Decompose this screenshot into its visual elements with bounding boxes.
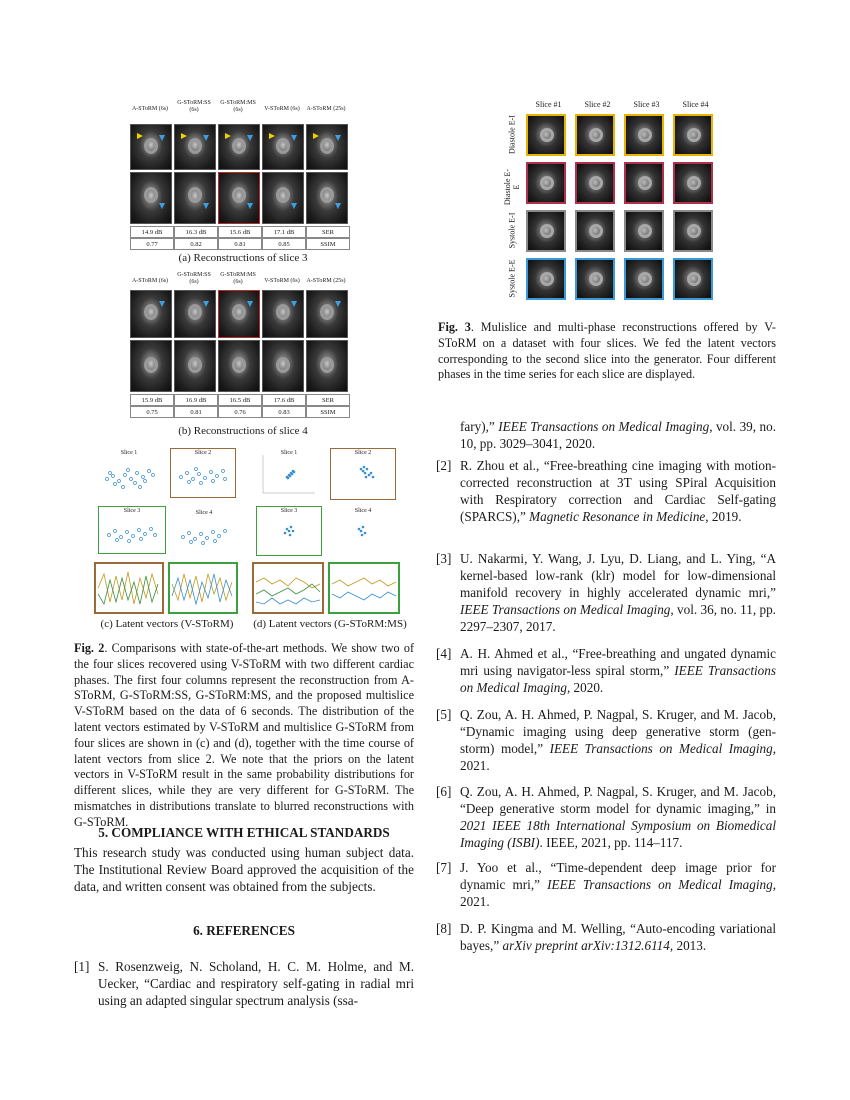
fig2-caption-label: Fig. 2	[74, 641, 105, 655]
mri-image	[262, 124, 304, 170]
reference-text: U. Nakarmi, Y. Wang, J. Lyu, D. Liang, and L. Ying, “A kernel-based low-rank (klr) model for low-dimensional manifold recovery in highly accelerated dynamic mri,”	[460, 551, 776, 600]
col-label: A-SToRM (6s)	[131, 106, 169, 112]
reference-item	[436, 783, 776, 851]
snr-value: SER	[306, 226, 350, 238]
reference-text: fary),”	[460, 419, 499, 434]
mri-image	[174, 124, 216, 170]
fig2a-col-labels	[128, 100, 358, 114]
fig2c-caption: (c) Latent vectors (V-SToRM)	[100, 618, 234, 630]
ssim-value: 0.83	[262, 406, 306, 418]
reference-tail: , vol. 39, no. 10, pp. 3029–3041, 2020.	[460, 419, 777, 451]
mri-image	[526, 162, 566, 204]
slice-label: Slice 2	[194, 450, 212, 456]
ssim-value: 0.77	[130, 238, 174, 250]
mri-image	[526, 210, 566, 252]
latent-lines	[170, 564, 236, 612]
snr-value: 17.1 dB	[262, 226, 306, 238]
section5-heading: 5. COMPLIANCE WITH ETHICAL STANDARDS	[98, 825, 390, 840]
latent-time-course	[94, 562, 164, 614]
reference-venue: IEEE Transactions on Medical Imaging	[498, 419, 710, 434]
latent-lines	[254, 564, 322, 612]
snr-row	[130, 226, 350, 238]
fig2a-caption: (a) Reconstructions of slice 3	[178, 252, 308, 264]
reference-text: A. H. Ahmed et al., “Free-breathing and ungated dynamic mri using navigator-less spiral storm,”	[460, 646, 776, 678]
reference-continuation	[436, 418, 776, 452]
reference-number: [2]	[436, 458, 452, 473]
mri-image	[575, 114, 615, 156]
fig3	[500, 100, 720, 308]
col-label: G-SToRM:SS (6s)	[177, 272, 211, 285]
fig2c	[92, 446, 242, 638]
mri-image	[575, 210, 615, 252]
slice-label: Slice 1	[120, 450, 138, 456]
col-label: V-SToRM (6s)	[264, 106, 300, 112]
ssim-row	[130, 406, 350, 418]
ssim-value: 0.81	[174, 406, 218, 418]
latent-lines	[96, 564, 162, 612]
snr-value: 15.6 dB	[218, 226, 262, 238]
mri-image	[130, 340, 172, 392]
snr-value: 14.9 dB	[130, 226, 174, 238]
fig3-col-labels	[524, 100, 720, 109]
mri-image	[673, 210, 713, 252]
reference-venue: IEEE Transactions on Medical Imaging	[460, 602, 671, 617]
scatter-points	[331, 449, 393, 497]
mri-image	[673, 114, 713, 156]
mri-image	[306, 290, 348, 338]
ssim-value: SSIM	[306, 406, 350, 418]
col-label: G-SToRM:MS (6s)	[220, 100, 256, 113]
reference-number: [4]	[436, 646, 452, 661]
mri-image	[218, 340, 260, 392]
section5-text: This research study was conducted using human subject data. The Institutional Review Board approved the acquisition of the data, and written consent was obtained from the subjects.	[74, 845, 414, 894]
ssim-value: SSIM	[306, 238, 350, 250]
mri-image	[526, 258, 566, 300]
ssim-value: 0.76	[218, 406, 262, 418]
reference-venue: Magnetic Resonance in Medicine	[529, 509, 706, 524]
reference-tail: , 2021.	[460, 877, 777, 909]
row-label: Diastole E-E	[503, 168, 521, 206]
snr-value: 16.3 dB	[174, 226, 218, 238]
scatter-plot	[94, 448, 164, 500]
fig2-caption	[74, 641, 414, 831]
reference-item	[436, 645, 776, 696]
reference-text: Q. Zou, A. H. Ahmed, P. Nagpal, S. Kruger, and M. Jacob, “Deep generative storm model for dynamic imaging,” in	[460, 784, 776, 816]
mri-image	[262, 340, 304, 392]
reference-text: J. Yoo et al., “Time-dependent deep image prior for dynamic mri,”	[460, 860, 776, 892]
snr-value: 17.6 dB	[262, 394, 306, 406]
mri-image	[575, 258, 615, 300]
fig2a	[128, 100, 358, 270]
reference-number: [8]	[436, 921, 452, 936]
slice-label: Slice 3	[123, 508, 141, 514]
ssim-value: 0.75	[130, 406, 174, 418]
col-label: Slice #3	[633, 100, 660, 109]
row-label: Diastole E-I	[507, 115, 517, 154]
mri-image	[130, 290, 172, 338]
slice-label: Slice 1	[280, 450, 298, 456]
reference-tail: , 2020.	[566, 680, 604, 695]
snr-value: 16.5 dB	[218, 394, 262, 406]
fig2-caption-text: . Comparisons with state-of-the-art methods. We show two of the four slices recovered using V-SToRM with two different cardiac phases. The first four columns represent the reconstruction from A-SToRM, G-SToRM:SS, G-SToRM:MS, and the proposed multislice V-SToRM based on the data of 6 seconds. The distribution of the latent vectors estimated by V-SToRM and multislice G-SToRM from four slices are shown in (c) and (d), together with the time course of latent vectors from slice 2. We note that the priors on the latent vectors in V-SToRM result in the same probability distributions for different slices, while they are very different for G-SToRM. The mismatches in distributions translate to blurred reconstructions with G-SToRM.	[74, 641, 414, 829]
fig2d-caption: (d) Latent vectors (G-SToRM:MS)	[253, 618, 407, 630]
snr-value: SER	[306, 394, 350, 406]
latent-time-course	[168, 562, 238, 614]
mri-image	[306, 124, 348, 170]
mri-image	[218, 124, 260, 170]
mri-image	[174, 290, 216, 338]
mri-image	[526, 114, 566, 156]
reference-tail: , vol. 36, no. 11, pp. 2297–2307, 2017.	[460, 602, 776, 634]
ssim-row	[130, 238, 350, 250]
mri-image	[624, 210, 664, 252]
reference-tail: , 2019.	[705, 509, 742, 524]
col-label: A-SToRM (25s)	[306, 278, 346, 284]
reference-text: S. Rosenzweig, N. Scholand, H. C. M. Holme, and M. Uecker, “Cardiac and respiratory self-gating in radial mri using an adapted singular spectrum analysis (ssa-	[98, 959, 414, 1008]
reference-item	[436, 706, 776, 774]
col-label: A-SToRM (25s)	[306, 106, 346, 112]
reference-number: [3]	[436, 551, 452, 566]
reference-text: R. Zhou et al., “Free-breathing cine imaging with motion-corrected reconstruction at 3T using SPiral Acquisition with Respiratory correction and Cardiac Self-gating (SPARCS),”	[460, 458, 776, 524]
snr-value: 15.9 dB	[130, 394, 174, 406]
mri-image	[306, 340, 348, 392]
mri-image	[130, 124, 172, 170]
fig2b-col-labels	[128, 272, 358, 286]
col-label: A-SToRM (6s)	[131, 278, 169, 284]
snr-row	[130, 394, 350, 406]
reference-venue: IEEE Transactions on Medical Imaging	[549, 741, 773, 756]
ssim-value: 0.82	[174, 238, 218, 250]
col-label: Slice #1	[535, 100, 562, 109]
reference-venue: 2021 IEEE 18th International Symposium on Biomedical Imaging (ISBI)	[460, 818, 776, 850]
scatter-plot	[256, 506, 322, 556]
mri-image	[174, 172, 216, 224]
col-label: Slice #2	[584, 100, 611, 109]
reference-venue: IEEE Transactions on Medical Imaging	[460, 663, 776, 695]
scatter-plot	[172, 508, 236, 554]
reference-number: [1]	[74, 959, 90, 974]
col-label: G-SToRM:SS (6s)	[177, 100, 211, 113]
ssim-value: 0.81	[218, 238, 262, 250]
scatter-points	[95, 449, 163, 499]
row-label: Systole E-I	[507, 212, 517, 249]
reference-tail: , 2021.	[460, 741, 776, 773]
mri-image	[306, 172, 348, 224]
reference-number: [7]	[436, 860, 452, 875]
scatter-plot	[330, 506, 396, 556]
fig2d	[250, 446, 407, 638]
reference-item	[74, 958, 414, 1009]
row-label: Systole E-E	[507, 259, 517, 298]
reference-item	[436, 920, 776, 954]
mri-image	[624, 258, 664, 300]
mri-image	[174, 340, 216, 392]
fig3-caption-text: . Mulislice and multi-phase reconstructions offered by V-SToRM on a dataset with four slices. We fed the latent vectors corresponding to the second slice into the generator. Four different phases in the time series for each slice are displayed.	[438, 320, 776, 382]
slice-label: Slice 2	[354, 450, 372, 456]
mri-image	[624, 162, 664, 204]
col-label: Slice #4	[682, 100, 709, 109]
reference-item	[436, 550, 776, 635]
col-label: V-SToRM (6s)	[264, 278, 300, 284]
scatter-plot	[98, 506, 166, 554]
section6-heading: 6. REFERENCES	[193, 923, 295, 938]
reference-item	[436, 859, 776, 910]
mri-image	[262, 290, 304, 338]
reference-text: D. P. Kingma and M. Welling, “Auto-encoding variational bayes,”	[460, 921, 776, 953]
reference-venue: arXiv preprint arXiv:1312.6114	[502, 938, 670, 953]
fig3-caption	[438, 320, 776, 383]
latent-time-course	[328, 562, 400, 614]
reference-venue: IEEE Transactions on Medical Imaging	[547, 877, 773, 892]
slice-label: Slice 4	[354, 508, 372, 514]
scatter-plot	[256, 448, 322, 500]
mri-image	[130, 172, 172, 224]
slice-label: Slice 3	[280, 508, 298, 514]
col-label: G-SToRM:MS (6s)	[220, 272, 256, 285]
mri-image	[218, 172, 260, 224]
latent-time-course	[252, 562, 324, 614]
scatter-plot	[330, 448, 396, 500]
mri-image	[262, 172, 304, 224]
latent-lines	[330, 564, 398, 612]
reference-number: [5]	[436, 707, 452, 722]
reference-item	[436, 457, 776, 525]
reference-number: [6]	[436, 784, 452, 799]
scatter-points	[257, 449, 321, 499]
fig2b	[128, 272, 358, 422]
mri-image	[673, 162, 713, 204]
slice-label: Slice 4	[195, 510, 213, 516]
fig3-caption-label: Fig. 3	[438, 320, 471, 334]
mri-image	[673, 258, 713, 300]
reference-tail: , 2013.	[669, 938, 707, 953]
mri-image	[575, 162, 615, 204]
reference-text: Q. Zou, A. H. Ahmed, P. Nagpal, S. Kruger, and M. Jacob, “Dynamic imaging using deep generative storm (gen-storm) model,”	[460, 707, 776, 756]
ssim-value: 0.85	[262, 238, 306, 250]
reference-tail: . IEEE, 2021, pp. 114–117.	[539, 835, 683, 850]
fig2b-caption: (b) Reconstructions of slice 4	[178, 425, 308, 437]
mri-image	[624, 114, 664, 156]
mri-image	[218, 290, 260, 338]
scatter-plot	[170, 448, 236, 498]
snr-value: 16.9 dB	[174, 394, 218, 406]
